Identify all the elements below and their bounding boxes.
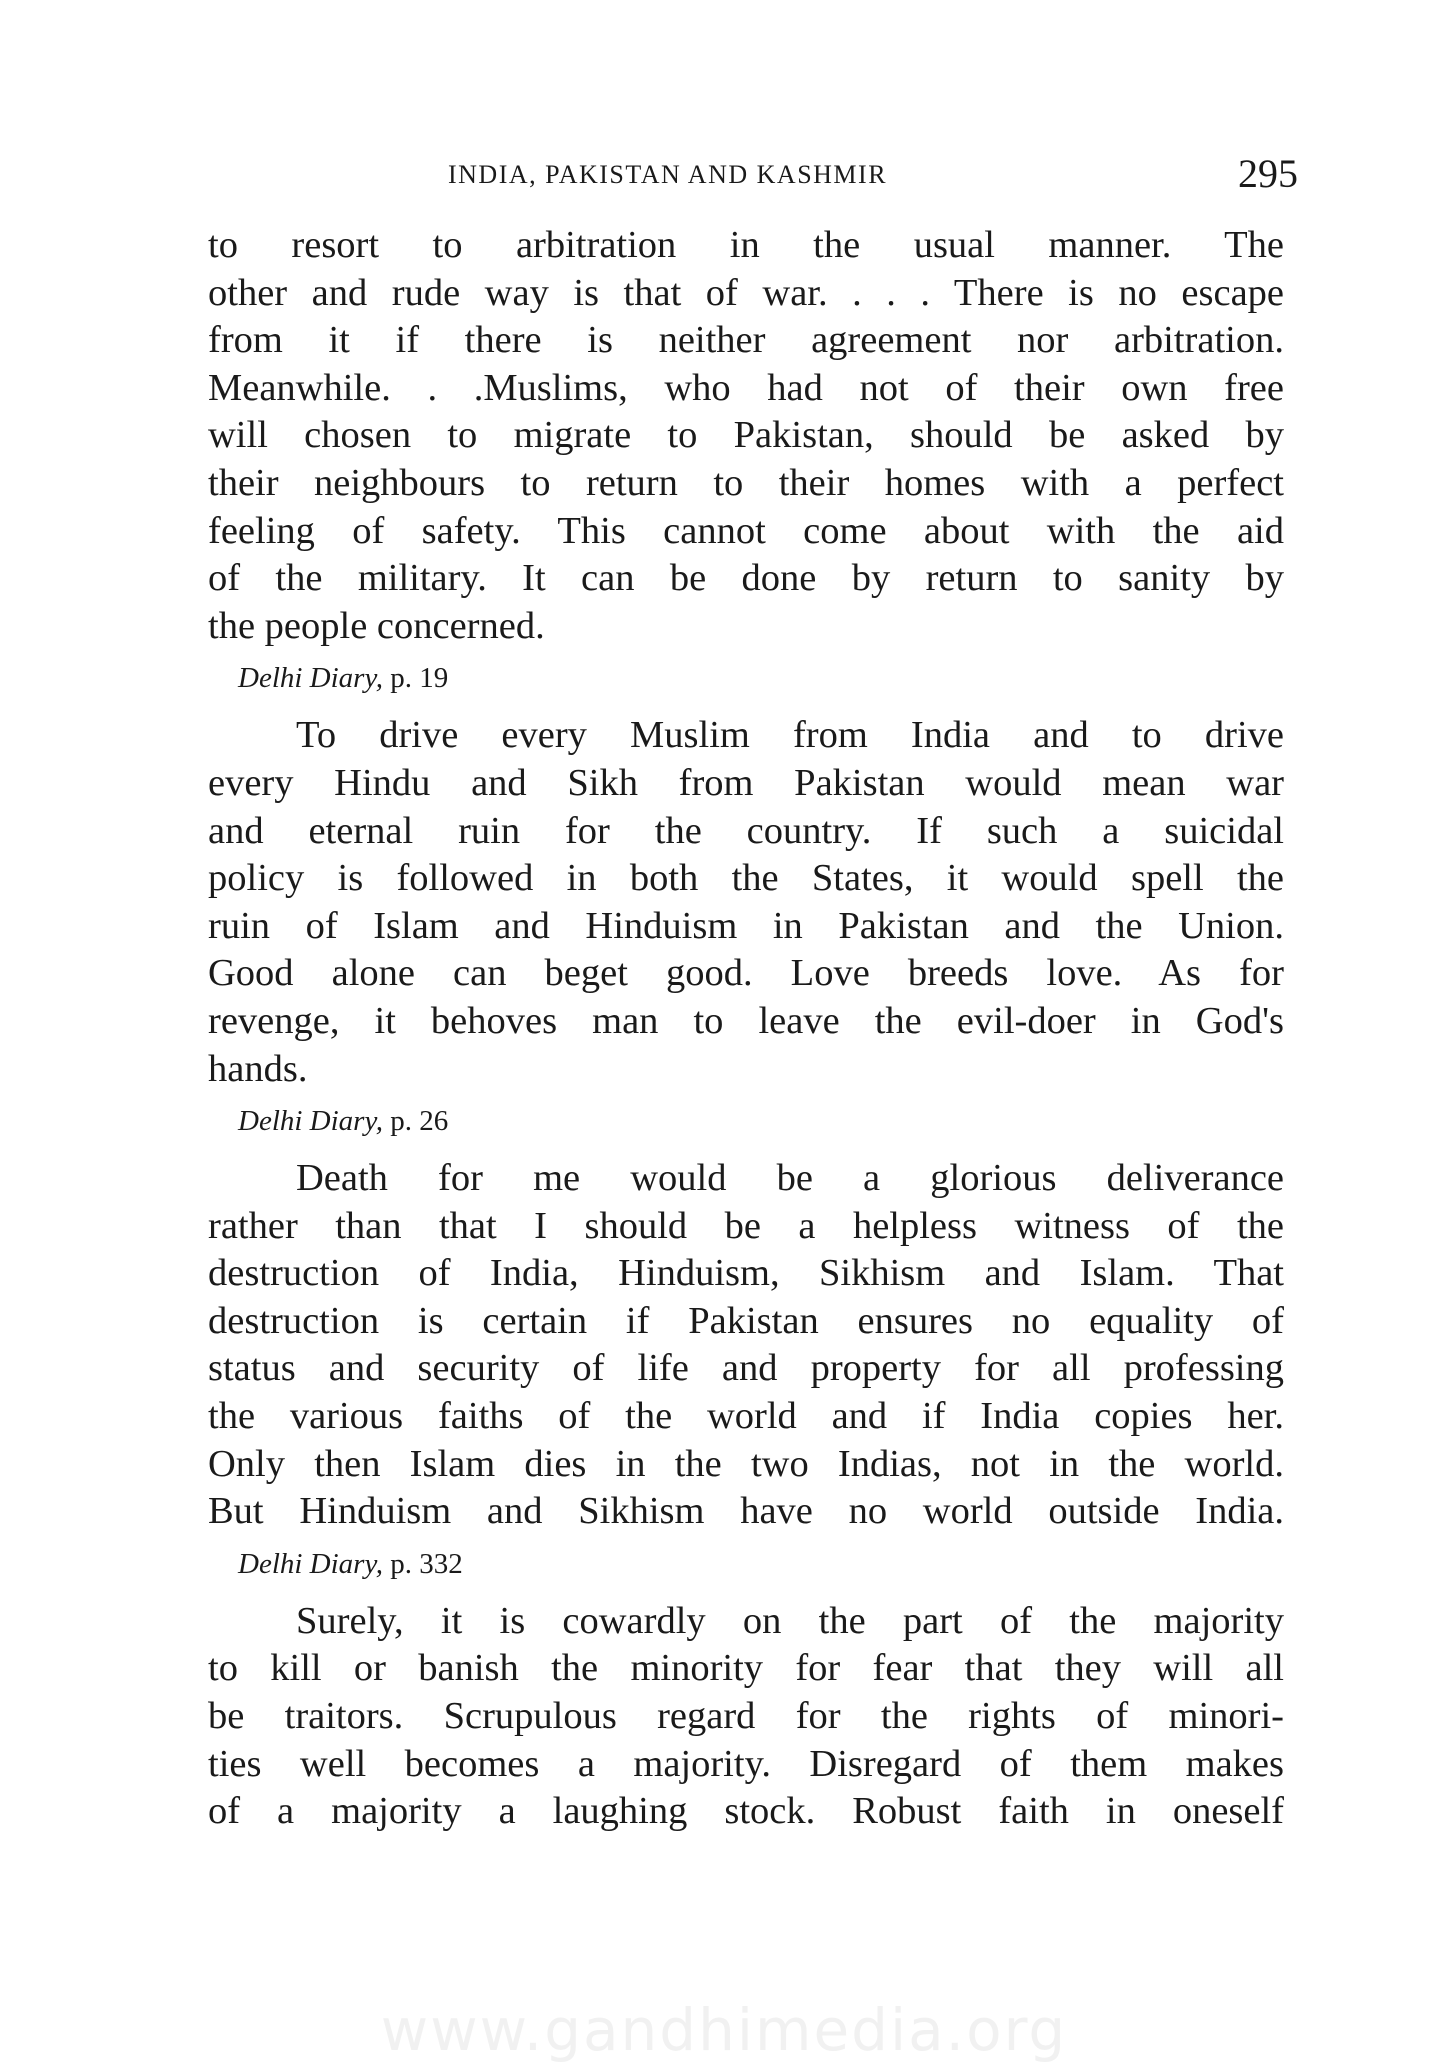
text-line: ties well becomes a majority. Disregard of them makes (208, 1742, 1284, 1785)
citation (238, 1103, 1284, 1139)
citation (238, 1546, 1284, 1582)
text-line: Meanwhile. . .Muslims, who had not of their own free (208, 366, 1284, 409)
text-line: rather than that I should be a helpless witness of the (208, 1204, 1284, 1247)
text-line: to resort to arbitration in the usual manner. The (208, 224, 1284, 266)
text-line: Only then Islam dies in the two Indias, not in the world. (208, 1442, 1284, 1485)
text-line: destruction is certain if Pakistan ensures no equality of (208, 1299, 1284, 1342)
citation-title: Delhi Diary, (238, 1105, 383, 1138)
text-line: be traitors. Scrupulous regard for the rights of minori- (208, 1695, 1284, 1738)
text-line: the various faiths of the world and if India copies her. (208, 1395, 1284, 1438)
paragraph (208, 1598, 1284, 1836)
page-number: 295 (1238, 151, 1298, 196)
text-line-last: the people concerned. (208, 604, 545, 647)
text-line: other and rude way is that of war. . . . There is no escape (208, 271, 1284, 314)
text-line: destruction of India, Hinduism, Sikhism and Islam. That (208, 1252, 1284, 1295)
paragraph (208, 1155, 1284, 1536)
text-line: Death for me would be a glorious deliverance (296, 1157, 1284, 1200)
citation (238, 660, 1284, 696)
text-line-last: hands. (208, 1047, 308, 1090)
text-line: to kill or banish the minority for fear that they will all (208, 1647, 1284, 1690)
text-line: But Hinduism and Sikhism have no world outside India. (208, 1490, 1284, 1533)
text-line: every Hindu and Sikh from Pakistan would mean war (208, 761, 1284, 804)
paragraph (208, 712, 1284, 1093)
text-line: feeling of safety. This cannot come about with the aid (208, 509, 1284, 552)
page-header (448, 150, 1298, 200)
watermark: www.gandhimedia.org (380, 1996, 1068, 2064)
running-head: INDIA, PAKISTAN AND KASHMIR (448, 160, 888, 189)
text-line: from it if there is neither agreement nor arbitration. (208, 319, 1284, 362)
text-line: policy is followed in both the States, it would spell the (208, 857, 1284, 900)
citation-page: p. 332 (383, 1547, 463, 1580)
citation-title: Delhi Diary, (238, 662, 383, 695)
citation-title: Delhi Diary, (238, 1547, 383, 1580)
text-line: and eternal ruin for the country. If such a suicidal (208, 809, 1284, 852)
text-line: Surely, it is cowardly on the part of the majority (296, 1599, 1284, 1642)
text-line: of a majority a laughing stock. Robust faith in oneself (208, 1790, 1284, 1833)
text-line: status and security of life and property for all professing (208, 1347, 1284, 1390)
text-line: Good alone can beget good. Love breeds love. As for (208, 952, 1284, 995)
paragraph (208, 222, 1284, 650)
page-body (208, 222, 1284, 1836)
text-line: their neighbours to return to their homes with a perfect (208, 461, 1284, 504)
text-line: of the military. It can be done by return to sanity by (208, 557, 1284, 600)
text-line: revenge, it behoves man to leave the evil-doer in God's (208, 999, 1284, 1042)
text-line: To drive every Muslim from India and to drive (296, 714, 1284, 757)
text-line: will chosen to migrate to Pakistan, should be asked by (208, 414, 1284, 457)
text-line: ruin of Islam and Hinduism in Pakistan and the Union. (208, 904, 1284, 947)
citation-page: p. 19 (383, 662, 449, 695)
citation-page: p. 26 (383, 1105, 449, 1138)
